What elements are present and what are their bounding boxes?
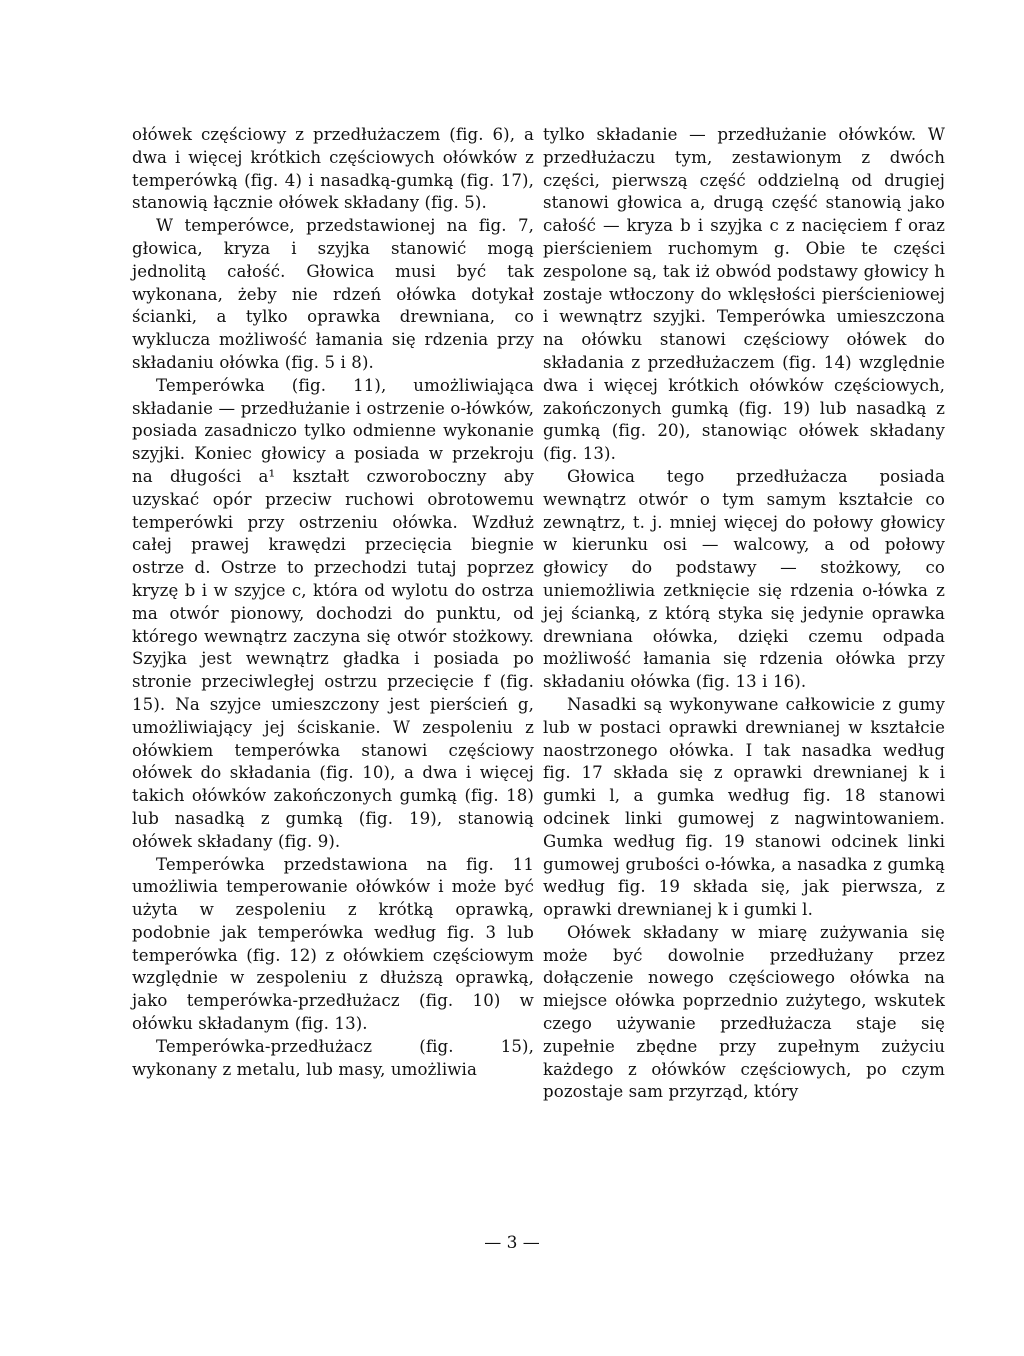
right-paragraph-1: tylko składanie — przedłużanie ołówków. W przedłużaczu tym, zestawionym z dwóch części, pierwszą część oddzielną od drugiej stanowi głowica a, drugą część stanowią jako całość — kryza b i szyjka c z nacięciem f oraz pierścieniem ruchomym g. Obie te części zespolone są, tak iż obwód podstawy głowicy h zostaje wtłoczony do wklęsłości pierścieniowej i wewnątrz szyjki. Temperówka umieszczona na ołówku stanowi częściowy ołówek do składania z przedłużaczem (fig. 14) względnie dwa i więcej krótkich ołówków częściowych, zakończonych gumką (fig. 19) lub nasadką z gumką (fig. 20), stanowiąc ołówek składany (fig. 13). <box>543 125 945 464</box>
left-column <box>132 124 534 1081</box>
right-paragraph-4: Ołówek składany w miarę zużywania się może być dowolnie przedłużany przez dołączenie nowego częściowego ołówka na miejsce ołówka poprzednio zużytego, wskutek czego używanie przedłużacza staje się zupełnie zbędne przy zupełnym zużyciu każdego z ołówków częściowych, po czym pozostaje sam przyrząd, który <box>543 922 945 1102</box>
left-paragraph-3: Temperówka (fig. 11), umożliwiająca składanie — przedłużanie i ostrzenie o-łówków, posiada zasadniczo tylko odmienne wykonanie szyjki. Koniec głowicy a posiada w przekroju na długości a¹ kształt czworoboczny aby uzyskać opór przeciw ruchowi obrotowemu temperówki przy ostrzeniu ołówka. Wzdłuż całej prawej krawędzi przecięcia biegnie ostrze d. Ostrze to przechodzi tutaj poprzez kryzę b i w szyjce c, która od wylotu do ostrza ma otwór pionowy, dochodzi do punktu, od którego wewnątrz zaczyna się otwór stożkowy. Szyjka jest wewnątrz gładka i posiada po stronie przeciwległej ostrzu przecięcie f (fig. 15). Na szyjce umieszczony jest pierścień g, umożliwiający jej ściskanie. W zespoleniu z ołówkiem temperówka stanowi częściowy ołówek do składania (fig. 10), a dwa i więcej takich ołówków zakończonych gumką (fig. 18) lub nasadką z gumką (fig. 19), stanowią ołówek składany (fig. 9). <box>132 375 534 851</box>
right-column <box>543 124 945 1104</box>
right-paragraph-2: Głowica tego przedłużacza posiada wewnątrz otwór o tym samym kształcie co zewnątrz, t. j. mniej więcej do połowy głowicy w kierunku osi — walcowy, a od połowy głowicy do podstawy — stożkowy, co uniemożliwia zetknięcie się rdzenia o-łówka z jej ścianką, z którą styka się jedynie oprawka drewniana ołówka, dzięki czemu odpada możliwość łamania się rdzenia ołówka przy składaniu ołówka (fig. 13 i 16). <box>543 466 945 692</box>
left-paragraph-1: ołówek częściowy z przedłużaczem (fig. 6), a dwa i więcej krótkich częściowych ołówków z temperówką (fig. 4) i nasadką-gumką (fig. 17), stanowią łącznie ołówek składany (fig. 5). <box>132 125 534 213</box>
page-number: — 3 — <box>484 1233 540 1253</box>
left-paragraph-4: Temperówka przedstawiona na fig. 11 umożliwia temperowanie ołówków i może być użyta w zespoleniu z krótką oprawką, podobnie jak temperówka według fig. 3 lub temperówka (fig. 12) z ołówkiem częściowym względnie w zespoleniu z dłuższą oprawką, jako temperówka-przedłużacz (fig. 10) w ołówku składanym (fig. 13). <box>132 854 534 1034</box>
left-paragraph-5: Temperówka-przedłużacz (fig. 15), wykonany z metalu, lub masy, umożliwia <box>132 1036 534 1079</box>
left-paragraph-2: W temperówce, przedstawionej na fig. 7, głowica, kryza i szyjka stanowić mogą jednolitą całość. Głowica musi być tak wykonana, żeby nie rdzeń ołówka dotykał ścianki, a tylko oprawka drewniana, co wyklucza możliwość łamania się rdzenia przy składaniu ołówka (fig. 5 i 8). <box>132 216 534 372</box>
right-paragraph-3: Nasadki są wykonywane całkowicie z gumy lub w postaci oprawki drewnianej w kształcie naostrzonego ołówka. I tak nasadka według fig. 17 składa się z oprawki drewnianej k i gumki l, a gumka według fig. 18 stanowi odcinek linki gumowej z nagwintowaniem. Gumka według fig. 19 stanowi odcinek linki gumowej grubości o-łówka, a nasadka z gumką według fig. 19 składa się, jak pierwsza, z oprawki drewnianej k i gumki l. <box>543 694 945 920</box>
